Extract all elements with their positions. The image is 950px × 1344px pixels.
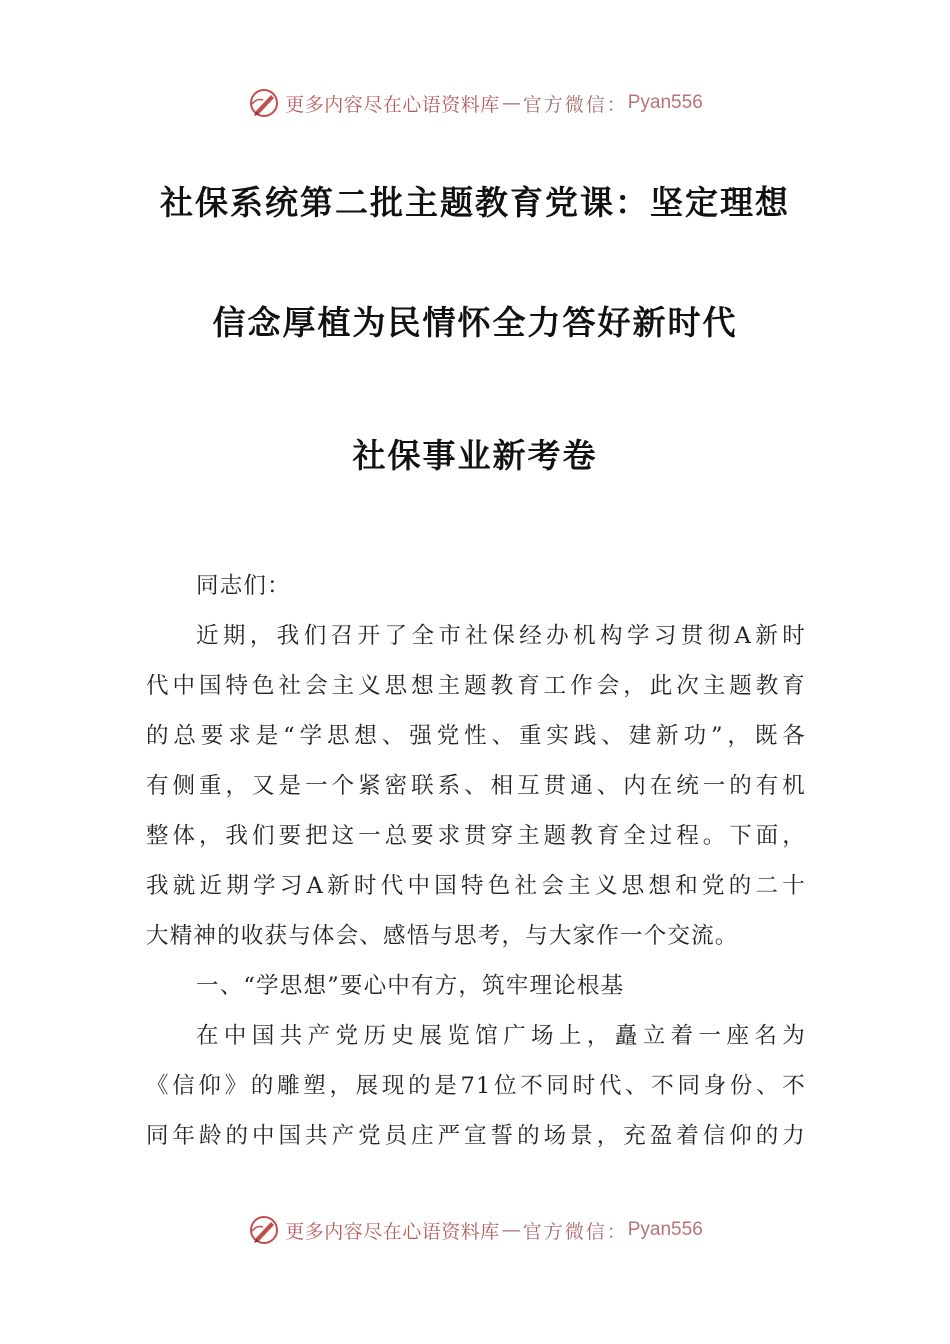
paragraph-2-line: 《信仰》的雕塑，展现的是71位不同时代、不同身份、不 — [146, 1073, 806, 1099]
watermark-header — [0, 86, 950, 120]
paragraph-1-line: 整体，我们要把这一总要求贯穿主题教育全过程。下面， — [146, 823, 806, 849]
watermark-official-label: 官方微信： — [522, 93, 628, 116]
paragraph-2-line: 同年龄的中国共产党员庄严宣誓的场景，充盈着信仰的力 — [146, 1123, 806, 1149]
watermark-wechat-id: Pyan556 — [627, 1219, 703, 1240]
watermark-dash: — — [501, 1219, 521, 1241]
watermark-brand: 更多内容尽在心语资料库 — [285, 1220, 500, 1243]
document-title-line-1: 社保系统第二批主题教育党课：坚定理想 — [160, 183, 790, 222]
pen-logo-icon — [247, 86, 281, 120]
watermark-dash: — — [501, 92, 521, 114]
watermark-official-label: 官方微信： — [522, 1220, 628, 1243]
paragraph-1-line: 近期，我们召开了全市社保经办机构学习贯彻A新时 — [196, 623, 806, 649]
paragraph-1-line: 代中国特色社会主义思想主题教育工作会，此次主题教育 — [146, 673, 806, 699]
paragraph-1-line: 大精神的收获与体会、感悟与思考，与大家作一个交流。 — [146, 923, 739, 949]
watermark-wechat-id: Pyan556 — [627, 92, 703, 113]
watermark-footer — [0, 1213, 950, 1247]
pen-logo-icon — [247, 1213, 281, 1247]
paragraph-1-line: 我就近期学习A新时代中国特色社会主义思想和党的二十 — [146, 873, 806, 899]
watermark-brand: 更多内容尽在心语资料库 — [285, 93, 500, 116]
section-heading-1: 一、“学思想”要心中有方，筑牢理论根基 — [196, 973, 625, 999]
paragraph-2-line: 在中国共产党历史展览馆广场上，矗立着一座名为 — [196, 1023, 806, 1049]
document-title-line-2: 信念厚植为民情怀全力答好新时代 — [212, 303, 738, 342]
greeting: 同志们： — [196, 573, 291, 599]
paragraph-1-line: 的总要求是“学思想、强党性、重实践、建新功”，既各 — [146, 723, 806, 749]
document-title-line-3: 社保事业新考卷 — [352, 436, 598, 475]
paragraph-1-line: 有侧重，又是一个紧密联系、相互贯通、内在统一的有机 — [146, 773, 806, 799]
